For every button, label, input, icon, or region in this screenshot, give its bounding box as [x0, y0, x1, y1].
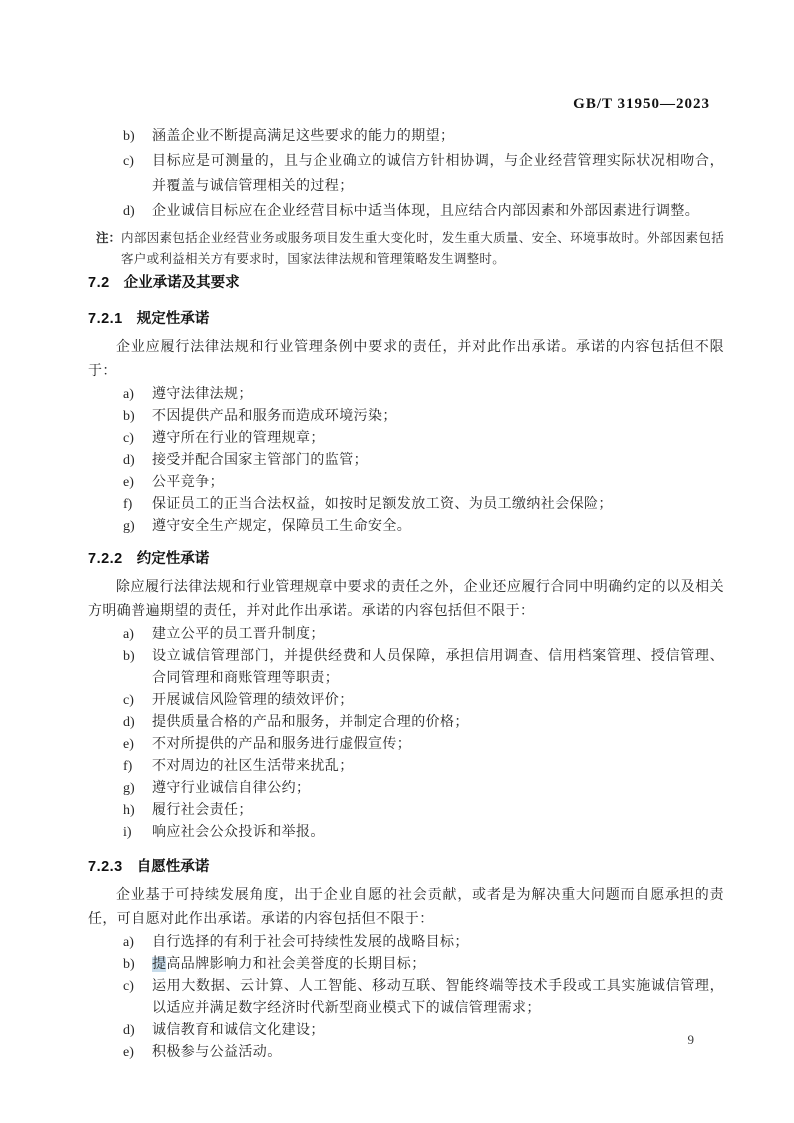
list-text: 接受并配合国家主管部门的监管； [152, 453, 368, 468]
doc-code: GB/T 31950—2023 [573, 96, 710, 112]
section-7-2-3-list [88, 932, 724, 1064]
list-item [88, 1020, 724, 1042]
list-item [88, 976, 724, 1020]
list-text: 运用大数据、云计算、人工智能、移动互联、智能终端等技术手段或工具实施诚信管理，以适应并满足数字经济时代新型商业模式下的诚信管理需求； [152, 979, 724, 1016]
list-text: 遵守行业诚信自律公约； [152, 781, 311, 796]
top-list [88, 124, 724, 224]
list-text: 自行选择的有利于社会可持续性发展的战略目标； [152, 935, 469, 950]
list-item [88, 199, 724, 224]
list-item [88, 494, 724, 516]
list-item [88, 822, 724, 844]
text-selection-highlight: 提 [152, 957, 167, 972]
list-marker: d) [123, 204, 135, 219]
list-text: 不对周边的社区生活带来扰乱； [152, 759, 354, 774]
list-marker: d) [123, 453, 135, 468]
list-item [88, 428, 724, 450]
list-item [88, 149, 724, 199]
list-text: 涵盖企业不断提高满足这些要求的能力的期望； [152, 129, 455, 144]
list-marker: g) [123, 781, 135, 796]
list-marker: a) [123, 627, 134, 642]
section-7-2-heading [88, 272, 724, 294]
list-text: 诚信教育和诚信文化建设； [152, 1023, 325, 1038]
list-marker: d) [123, 715, 135, 730]
list-marker: f) [123, 759, 133, 774]
list-marker: c) [123, 693, 134, 708]
list-item [88, 734, 724, 756]
page-number: 9 [687, 1032, 694, 1047]
list-marker: c) [123, 154, 134, 169]
list-item [88, 756, 724, 778]
section-title: 自愿性承诺 [136, 859, 210, 875]
list-marker: c) [123, 431, 134, 446]
section-7-2-1-heading [88, 308, 724, 330]
section-7-2-1-intro: 企业应履行法律法规和行业管理条例中要求的责任，并对此作出承诺。承诺的内容包括但不限于： [88, 340, 724, 379]
section-7-2-3-intro: 企业基于可持续发展角度，出于企业自愿的社会贡献，或者是为解决重大问题而自愿承担的责任，可自愿对此作出承诺。承诺的内容包括但不限于： [88, 888, 724, 927]
section-title: 规定性承诺 [136, 311, 210, 327]
list-marker: e) [123, 737, 134, 752]
list-marker: f) [123, 497, 133, 512]
list-text: 提供质量合格的产品和服务，并制定合理的价格； [152, 715, 469, 730]
list-text: 目标应是可测量的，且与企业确立的诚信方针相协调，与企业经营管理实际状况相吻合，并覆盖与诚信管理相关的过程； [152, 154, 724, 194]
section-7-2-2-heading [88, 548, 724, 570]
list-item [88, 1042, 724, 1064]
list-item [88, 124, 724, 149]
list-marker: g) [123, 519, 135, 534]
list-marker: i) [123, 825, 132, 840]
list-marker: b) [123, 649, 135, 664]
list-text: 设立诚信管理部门，并提供经费和人员保障，承担信用调查、信用档案管理、授信管理、合同管理和商账管理等职责； [152, 649, 724, 686]
list-marker: a) [123, 387, 134, 402]
section-7-2-2-intro: 除应履行法律法规和行业管理规章中要求的责任之外，企业还应履行合同中明确约定的以及相关方明确普遍期望的责任，并对此作出承诺。承诺的内容包括但不限于： [88, 580, 724, 619]
list-text: 建立公平的员工晋升制度； [152, 627, 325, 642]
list-text: 响应社会公众投诉和举报。 [152, 825, 325, 840]
list-marker: a) [123, 935, 134, 950]
list-text: 遵守法律法规； [152, 387, 253, 402]
note-label: 注： [96, 231, 122, 245]
section-7-2-2-list [88, 624, 724, 844]
list-text: 高品牌影响力和社会美誉度的长期目标； [166, 957, 426, 972]
list-item [88, 954, 724, 976]
list-marker: b) [123, 409, 135, 424]
list-item [88, 800, 724, 822]
list-item [88, 932, 724, 954]
section-title: 约定性承诺 [136, 551, 210, 567]
list-item [88, 516, 724, 538]
list-marker: e) [123, 1045, 134, 1060]
section-number: 7.2.1 [88, 311, 123, 327]
list-item [88, 690, 724, 712]
list-marker: h) [123, 803, 135, 818]
list-item [88, 624, 724, 646]
list-text: 不对所提供的产品和服务进行虚假宣传； [152, 737, 412, 752]
list-text: 企业诚信目标应在企业经营目标中适当体现，且应结合内部因素和外部因素进行调整。 [152, 204, 700, 219]
section-7-2-1-list [88, 384, 724, 538]
list-text: 履行社会责任； [152, 803, 253, 818]
list-text: 不因提供产品和服务而造成环境污染； [152, 409, 397, 424]
list-item [88, 778, 724, 800]
list-text: 遵守所在行业的管理规章； [152, 431, 325, 446]
note-text: 内部因素包括企业经营业务或服务项目发生重大变化时，发生重大质量、安全、环境事故时。外部因素包括客户或利益相关方有要求时，国家法律法规和管理策略发生调整时。 [121, 231, 724, 266]
list-text: 开展诚信风险管理的绩效评价； [152, 693, 354, 708]
list-item [88, 712, 724, 734]
section-7-2-3-heading [88, 856, 724, 878]
list-item [88, 646, 724, 690]
list-text: 公平竞争； [152, 475, 224, 490]
list-item [88, 384, 724, 406]
page-content [88, 124, 724, 1064]
section-number: 7.2.2 [88, 551, 123, 567]
list-marker: d) [123, 1023, 135, 1038]
note [96, 228, 724, 270]
list-text: 保证员工的正当合法权益，如按时足额发放工资、为员工缴纳社会保险； [152, 497, 613, 512]
list-marker: e) [123, 475, 134, 490]
list-text: 积极参与公益活动。 [152, 1045, 282, 1060]
list-marker: c) [123, 979, 134, 994]
list-marker: b) [123, 957, 135, 972]
section-number: 7.2.3 [88, 859, 123, 875]
list-marker: b) [123, 129, 135, 144]
section-title: 企业承诺及其要求 [123, 275, 240, 291]
list-item [88, 406, 724, 428]
list-item [88, 450, 724, 472]
list-item [88, 472, 724, 494]
list-text: 遵守安全生产规定，保障员工生命安全。 [152, 519, 412, 534]
section-number: 7.2 [88, 275, 110, 291]
